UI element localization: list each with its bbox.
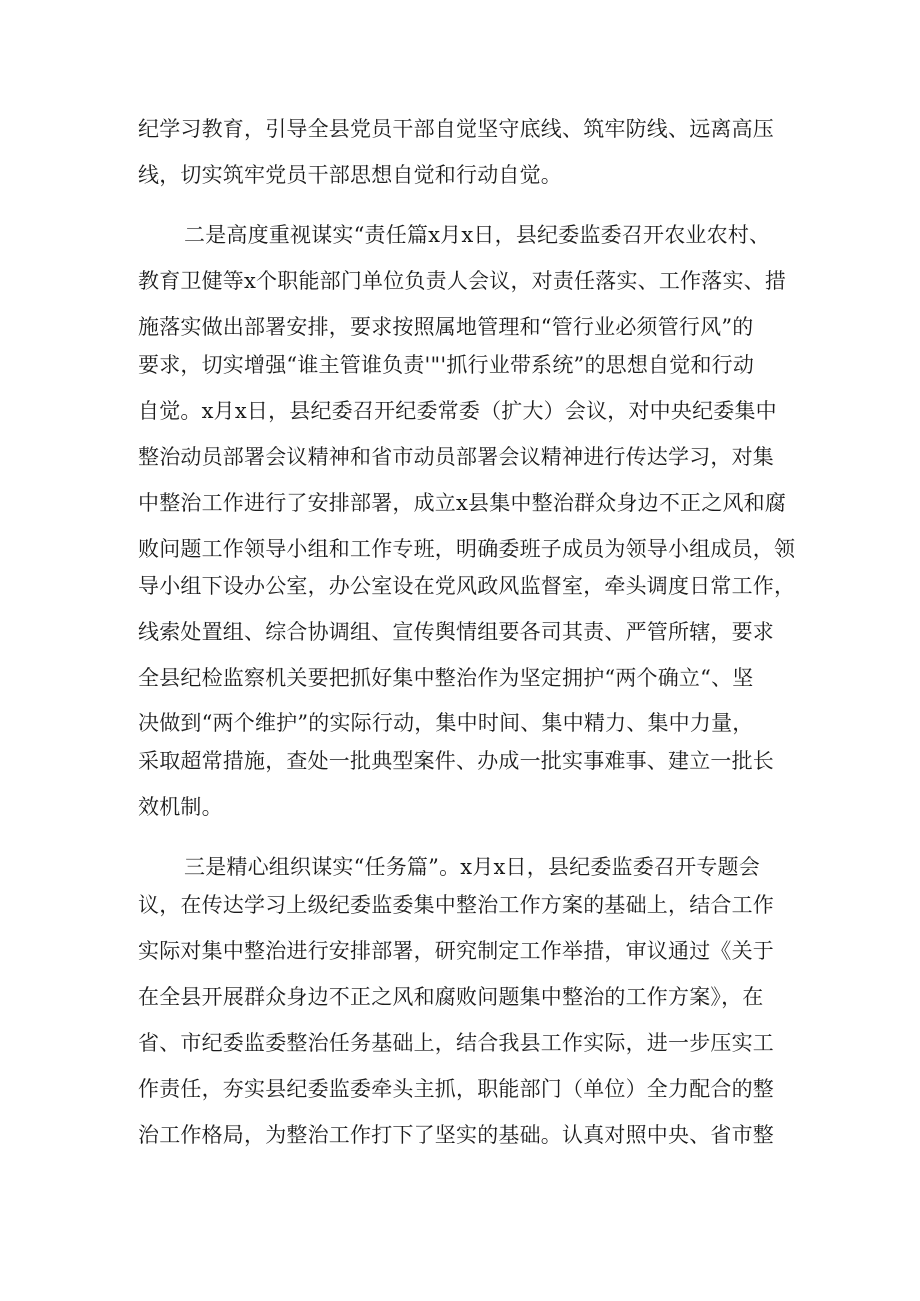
text-line: 治工作格局，为整治工作打下了坚实的基础。认真对照中央、省市整 xyxy=(138,1123,774,1147)
paragraph-start-line: 二是高度重视谋实“责任篇x月x日，县纪委监委召开农业农村、 xyxy=(184,223,771,247)
text-line: 省、市纪委监委整治任务基础上，结合我县工作实际，进一步压实工 xyxy=(138,1031,774,1055)
text-line: 败问题工作领导小组和工作专班，明确委班子成员为领导小组成员，领 xyxy=(138,537,796,561)
text-line: 采取超常措施，查处一批典型案件、办成一批实事难事、建立一批长 xyxy=(138,749,774,773)
text-line: 在全县开展群众身边不正之风和腐败问题集中整治的工作方案》，在 xyxy=(138,985,764,1009)
text-line: 作责任，夯实县纪委监委牵头主抓，职能部门（单位）全力配合的整 xyxy=(138,1077,774,1101)
text-line: 议，在传达学习上级纪委监委集中整治工作方案的基础上，结合工作 xyxy=(138,893,774,917)
text-line: 整治动员部署会议精神和省市动员部署会议精神进行传达学习，对集 xyxy=(138,445,774,469)
text-line: 决做到“两个维护”的实际行动，集中时间、集中精力、集中力量， xyxy=(138,711,754,735)
text-line: 线，切实筑牢党员干部思想自觉和行动自觉。 xyxy=(138,163,562,187)
text-line: 效机制。 xyxy=(138,795,223,819)
text-line: 纪学习教育，引导全县党员干部自觉坚守底线、筑牢防线、远离高压 xyxy=(138,117,774,141)
paragraph-start-line: 三是精心组织谋实“任务篇”。x月x日，县纪委监委召开专题会 xyxy=(184,855,760,879)
text-line: 教育卫健等x个职能部门单位负责人会议，对责任落实、工作落实、措 xyxy=(138,269,787,293)
text-line: 中整治工作进行了安排部署，成立x县集中整治群众身边不正之风和腐 xyxy=(138,491,787,515)
text-line: 全县纪检监察机关要把抓好集中整治作为坚定拥护“两个确立“、坚 xyxy=(138,666,754,690)
text-line: 实际对集中整治进行安排部署，研究制定工作举措，审议通过《关于 xyxy=(138,939,774,963)
text-line: 导小组下设办公室，办公室设在党风政风监督室，牵头调度日常工作， xyxy=(138,574,796,598)
text-line: 线索处置组、综合协调组、宣传舆情组要各司其责、严管所辖，要求 xyxy=(138,620,774,644)
text-line: 自觉。x月x日，县纪委召开纪委常委（扩大）会议，对中央纪委集中 xyxy=(138,399,777,423)
text-line: 施落实做出部署安排，要求按照属地管理和“管行业必须管行风”的 xyxy=(138,315,754,339)
text-line: 要求，切实增强“谁主管谁负责'"'抓行业带系统”的思想自觉和行动 xyxy=(138,353,755,377)
